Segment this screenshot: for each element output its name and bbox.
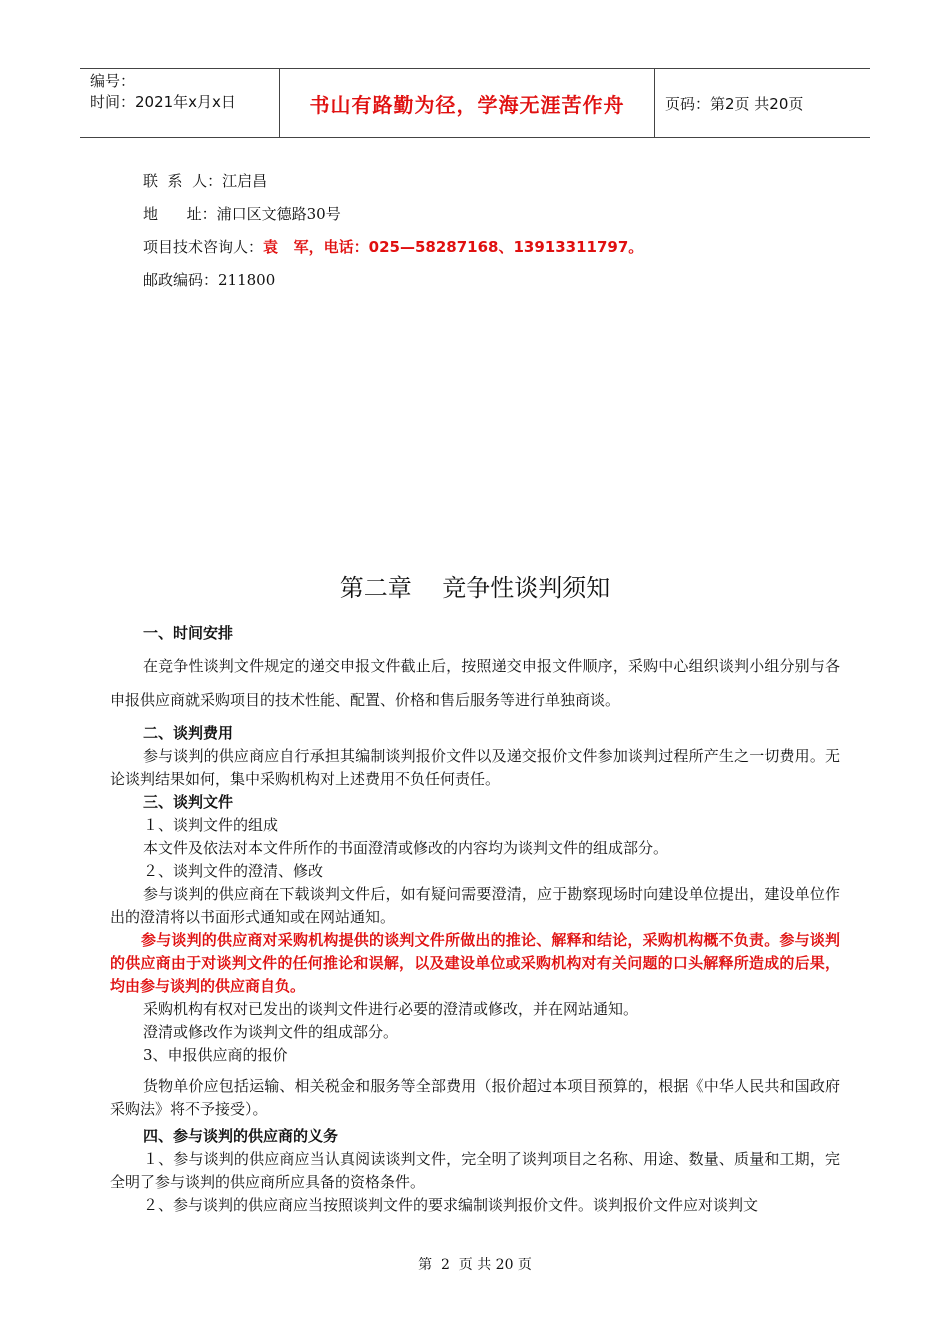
contact-address: 地 址：浦口区文德路30号 <box>143 205 341 223</box>
warning-paragraph: 参与谈判的供应商对采购机构提供的谈判文件所做出的推论、解释和结论，采购机构概不负责。参与谈判的供应商由于对谈判文件的任何推论和误解，以及建设单位或采购机构对有关问题的口头解释所造成的后果，均由参与谈判的供应商自负。 <box>110 931 840 995</box>
list-item: １、谈判文件的组成 <box>143 816 279 834</box>
paragraph: 在竞争性谈判文件规定的递交申报文件截止后，按照递交申报文件顺序，采购中心组织谈判小组分别与各申报供应商就采购项目的技术性能、配置、价格和售后服务等进行单独商谈。 <box>110 657 840 709</box>
paragraph: ２、参与谈判的供应商应当按照谈判文件的要求编制谈判报价文件。谈判报价文件应对谈判文 <box>143 1196 759 1214</box>
section-heading: 二、谈判费用 <box>143 724 234 742</box>
section-heading: 三、谈判文件 <box>143 793 234 811</box>
section-2 <box>110 722 840 791</box>
paragraph: 采购机构有权对已发出的谈判文件进行必要的澄清或修改，并在网站通知。 <box>143 1000 639 1018</box>
section-heading: 四、参与谈判的供应商的义务 <box>143 1127 339 1145</box>
list-item: 3、申报供应商的报价 <box>143 1046 288 1064</box>
section-1 <box>110 622 840 717</box>
header-motto: 书山有路勤为径，学海无涯苦作舟 <box>280 69 655 137</box>
paragraph: 参与谈判的供应商在下载谈判文件后，如有疑问需要澄清，应于勘察现场时向建设单位提出，建设单位作出的澄清将以书面形式通知或在网站通知。 <box>110 885 840 926</box>
paragraph: 本文件及依法对本文件所作的书面澄清或修改的内容均为谈判文件的组成部分。 <box>143 839 669 857</box>
paragraph: １、参与谈判的供应商应当认真阅读谈判文件，完全明了谈判项目之名称、用途、数量、质量和工期，完全明了参与谈判的供应商所应具备的资格条件。 <box>110 1150 840 1191</box>
number-label: 编号： <box>90 72 136 90</box>
section-3 <box>110 791 840 1121</box>
date-label: 时间：2021年x月x日 <box>90 93 236 111</box>
chapter-title: 第二章 竞争性谈判须知 <box>339 574 611 602</box>
paragraph: 澄清或修改作为谈判文件的组成部分。 <box>143 1023 399 1041</box>
paragraph: 货物单价应包括运输、相关税金和服务等全部费用（报价超过本项目预算的，根据《中华人民共和国政府采购法》将不予接受）。 <box>110 1077 840 1118</box>
page-footer: 第 2 页 共 20 页 <box>418 1257 532 1273</box>
list-item: ２、谈判文件的澄清、修改 <box>143 862 324 880</box>
section-4 <box>110 1125 840 1217</box>
contact-tech <box>143 236 643 257</box>
contact-person: 联 系 人：江启昌 <box>143 172 268 190</box>
header-meta <box>80 69 280 137</box>
section-heading: 一、时间安排 <box>143 624 234 642</box>
contact-postcode: 邮政编码：211800 <box>143 271 276 289</box>
tech-label: 项目技术咨询人： <box>143 238 264 256</box>
paragraph: 参与谈判的供应商应自行承担其编制谈判报价文件以及递交报价文件参加谈判过程所产生之一切费用。无论谈判结果如何，集中采购机构对上述费用不负任何责任。 <box>110 747 840 788</box>
header-page-label: 页码：第2页 共20页 <box>665 94 804 113</box>
page-header <box>80 68 870 138</box>
tech-value: 袁 军，电话：025—58287168、13913311797。 <box>263 238 644 256</box>
